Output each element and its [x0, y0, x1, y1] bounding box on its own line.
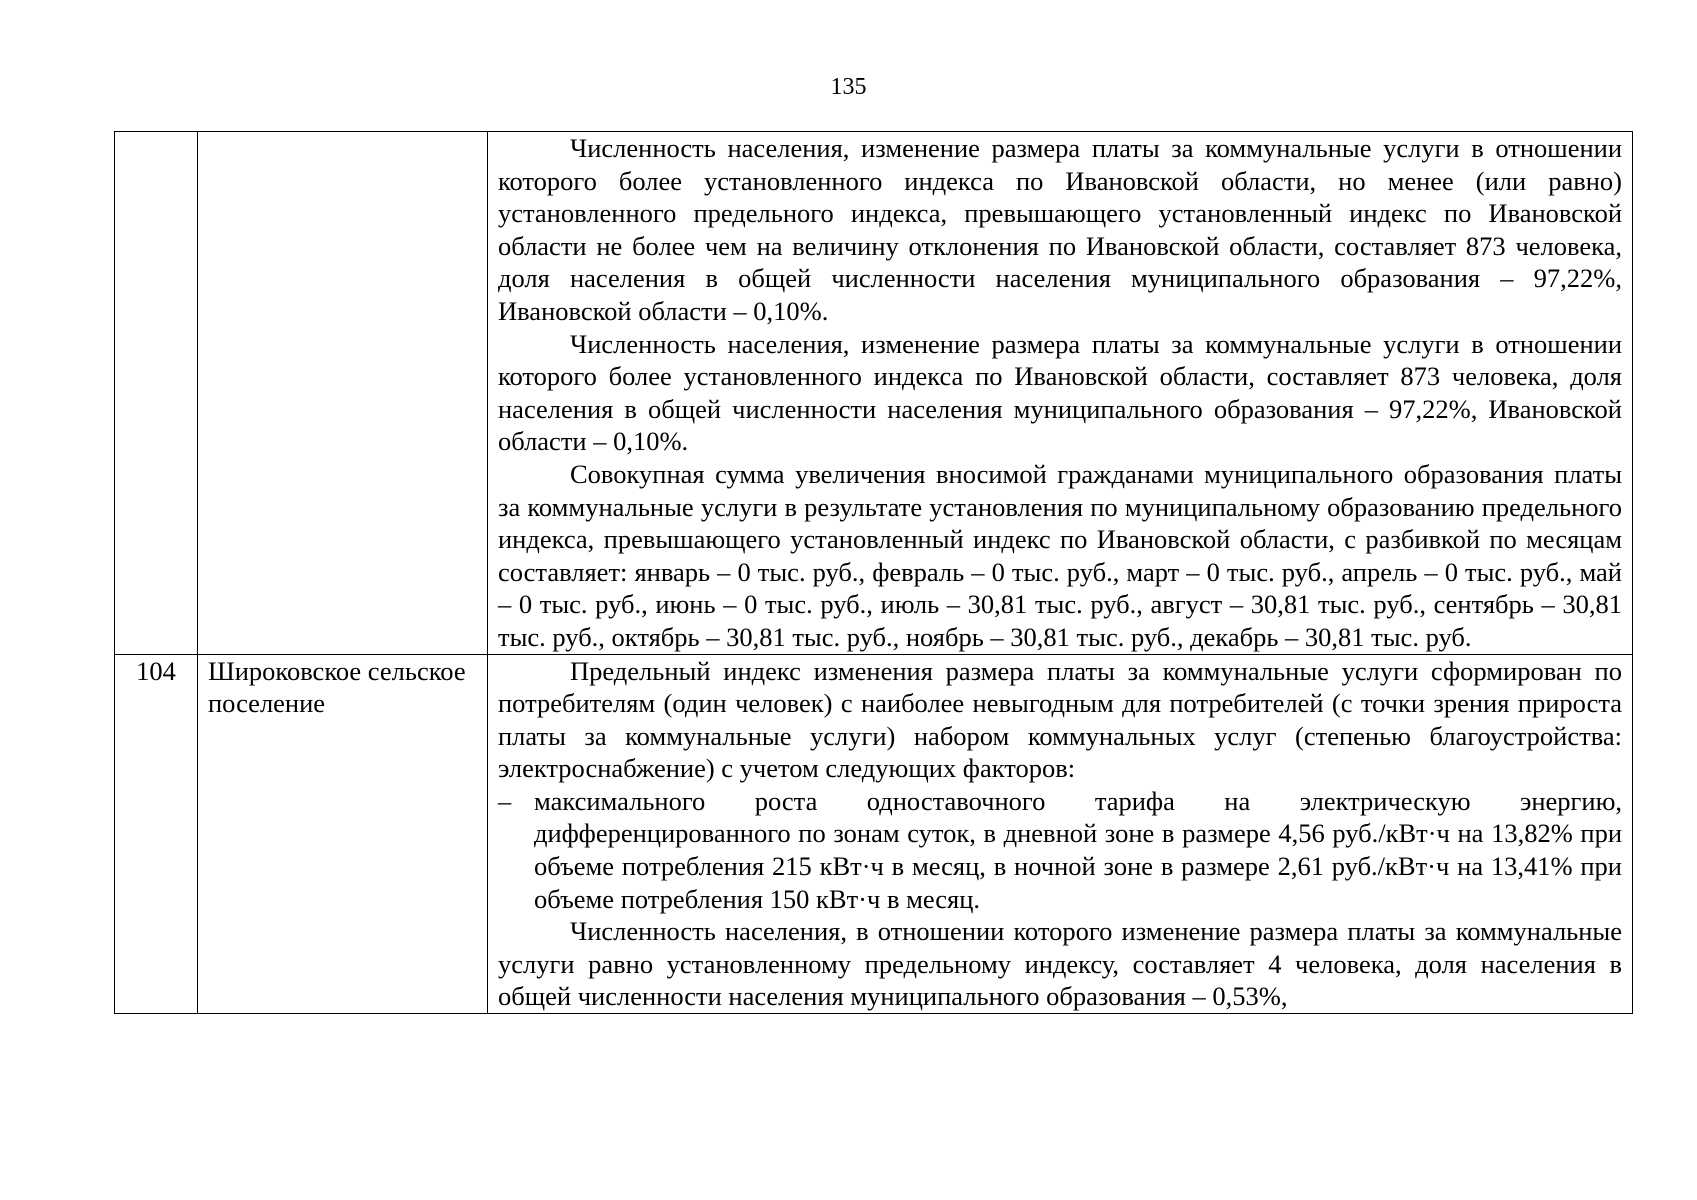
row-number-cell: 104: [115, 654, 198, 1014]
municipal-index-table: [114, 131, 1633, 1014]
paragraph-population-above-index: Численность населения, изменение размера платы за коммунальные услуги в отношении которого более установленного индекса по Ивановской области, составляет 873 человека, доля населения в общей численности населения муниципального образования – 97,22%, Ивановской области – 0,10%.: [498, 328, 1622, 457]
table-row: [115, 132, 1633, 655]
list-item-text: максимального роста одноставочного тарифа на электрическую энергию, дифференцированного по зонам суток, в дневной зоне в размере 4,56 руб./кВт·ч на 13,82% при объеме потребления 215 кВт·ч в месяц, в ночной зоне в размере 2,61 руб./кВт·ч на 13,41% при объеме потребления 150 кВт·ч в месяц.: [534, 785, 1622, 914]
table-row: [115, 654, 1633, 1014]
description-cell: [488, 654, 1633, 1014]
paragraph-index-formation: Предельный индекс изменения размера платы за коммунальные услуги сформирован по потребителям (один человек) с наиболее невыгодным для потребителей (с точки зрения прироста платы за коммунальные услуги) набором коммунальных услуг (степенью благоустройства: электроснабжение) с учетом следующих факторов:: [498, 655, 1622, 784]
page-number: 135: [830, 74, 867, 100]
row-number-cell: [115, 132, 198, 655]
description-cell: [488, 132, 1633, 655]
paragraph-population-equal-index: Численность населения, в отношении которого изменение размера платы за коммунальные услуги равно установленному предельному индексу, составляет 4 человека, доля населения в общей численности населения муниципального образования – 0,53%,: [498, 916, 1622, 1012]
municipality-name-cell: Широковское сельское поселение: [198, 654, 488, 1014]
dash-marker: –: [498, 785, 512, 816]
paragraph-monthly-increase-sum: Совокупная сумма увеличения вносимой гражданами муниципального образования платы за коммунальные услуги в результате установления по муниципальному образованию предельного индекса, превышающего установленный индекс по Ивановской области, с разбивкой по месяцам составляет: январь – 0 тыс. руб., февраль – 0 тыс. руб., март – 0 тыс. руб., апрель – 0 тыс. руб., май – 0 тыс. руб., июнь – 0 тыс. руб., июль – 30,81 тыс. руб., август – 30,81 тыс. руб., сентябрь – 30,81 тыс. руб., октябрь – 30,81 тыс. руб., ноябрь – 30,81 тыс. руб., декабрь – 30,81 тыс. руб.: [498, 458, 1622, 652]
paragraph-population-between-indices: Численность населения, изменение размера платы за коммунальные услуги в отношении которого более установленного индекса по Ивановской области, но менее (или равно) установленного предельного индекса, превышающего установленный индекс по Ивановской области не более чем на величину отклонения по Ивановской области, составляет 873 человека, доля населения в общей численности населения муниципального образования – 97,22%, Ивановской области – 0,10%.: [498, 133, 1622, 326]
municipality-name-cell: [198, 132, 488, 655]
list-item: [498, 785, 1622, 915]
